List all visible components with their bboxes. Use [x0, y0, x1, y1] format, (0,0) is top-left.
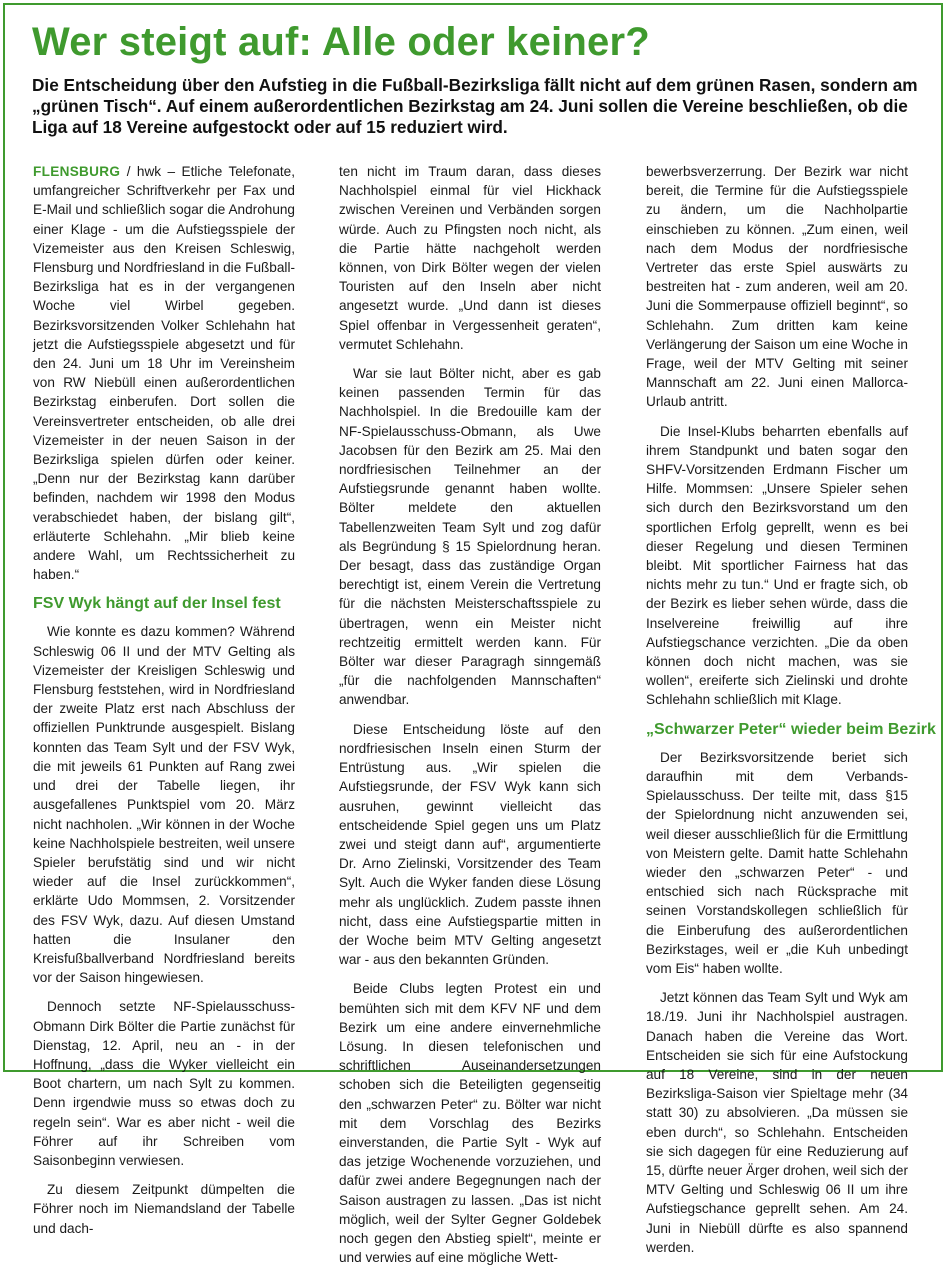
paragraph: Zu diesem Zeitpunkt dümpelten die Föhrer noch im Niemandsland der Tabelle und dach- — [33, 1182, 295, 1236]
dateline-author: / hwk – — [120, 164, 182, 179]
subheading: FSV Wyk hängt auf der Insel fest — [33, 595, 281, 613]
paragraph: Beide Clubs legten Protest ein und bemühten sich mit dem KFV NF und dem Bezirk um eine andere einvernehmliche Lösung. In diesen telefonischen und schriftlichen Auseinandersetzungen schoben sich die Beteiligten gegenseitig den „schwarzen Peter“ zu. Bölter war nicht mit dem Vorschlag des Bezirks einverstanden, die Partie Sylt - Wyk auf das jetzige Wochenende vorzuziehen, und dafür zwei andere Begegnungen nach der Saison austragen zu lassen. „Das ist nicht möglich, weil der Sylter Gegner Goldebek noch gegen den Abstieg spielt“, meinte er und verwies auf eine mögliche Wett- — [339, 981, 601, 1266]
article-column-2 — [339, 162, 601, 1277]
paragraph: Der Bezirksvorsitzende beriet sich daraufhin mit dem Verbands-Spielausschuss. Der teilte mit, dass §15 der Spielordnung nicht anzuwenden sei, weil dieser ausschließlich für die Ermittlung von Meistern gelte. Damit hatte Schlehahn wieder den „schwarzen Peter“ - und entschied sich nach Rücksprache mit seinen Vorstandskollegen schließlich für die Einberufung des außerordentlichen Bezirkstages, weil er „die Kuh unbedingt vom Eis“ haben wollte. — [646, 749, 908, 976]
article-column-3 — [646, 162, 936, 1267]
paragraph-text: Etliche Telefonate, umfangreicher Schriftverkehr per Fax und E-Mail und schließlich sogar die Androhung einer Klage - um die Aufstiegsspiele der Vizemeister aus den Kreisen Schleswig, Flensburg und Nordfriesland in die Fußball-Bezirksliga hat es in der vergangenen Woche viel Wirbel gegeben. Bezirksvorsitzenden Volker Schlehahn hat jetzt die Aufstiegsspiele abgesetzt und für den 24. Juni um 18 Uhr im Vereinsheim von RW Niebüll einen außerordentlichen Bezirkstag einberufen. Dort sollen die Vereinsvertreter entscheiden, ob alle drei Vizemeister in der neuen Saison in der Bezirksliga spielen dürfen oder keiner. „Denn nur der Bezirkstag kann darüber befinden, nachdem wir 1998 den Modus verabschiedet haben, der bislang gilt“, erläuterte Schlehahn. „Mir blieb keine andere Wahl, um Rechtssicherheit zu haben.“ — [33, 164, 296, 583]
article-lede: Die Entscheidung über den Aufstieg in die Fußball-Bezirksliga fällt nicht auf dem grünen Rasen, sondern am „grünen Tisch“. Auf einem außerordentlichen Bezirkstag am 24. Juni sollen die Vereine beschließen, ob die Liga auf 18 Vereine aufgestockt oder auf 15 reduziert wird. — [32, 75, 918, 137]
paragraph: Diese Entscheidung löste auf den nordfriesischen Inseln einen Sturm der Entrüstung aus. „Wir spielen die Aufstiegsrunde, der FSV Wyk kann sich ausruhen, gewinnt vielleicht das entscheidende Spiel gegen uns um Platz zwei und steigt dann auf“, argumentierte Dr. Arno Zielinski, Vorsitzender des Team Sylt. Auch die Wyker fanden diese Lösung mehr als unglücklich. Zudem passte ihnen nicht, dass eine Aufstiegspartie mitten in der Woche beim MTV Gelting angesetzt war - aus den bekannten Gründen. — [339, 721, 601, 968]
paragraph: Die Insel-Klubs beharrten ebenfalls auf ihrem Standpunkt und baten sogar den SHFV-Vorsitzenden Erdmann Fischer um Hilfe. Mommsen: „Unsere Spieler sehen sich durch den Bezirksvorstand um den sportlichen Erfolg geprellt, wenn es bei dieser Regelung und diesen Terminen bleibt. Mit sportlicher Fairness hat das nichts mehr zu tun.“ Und er fragte sich, ob der Bezirk es lieber sehen würde, dass die Inselvereine freiwillig auf ihre Aufstiegschance verzichten. „Die da oben können doch nicht machen, was sie wollen“, ereiferte sich Zielinski und drohte Schlehahn schließlich mit Klage. — [646, 423, 908, 708]
paragraph: ten nicht im Traum daran, dass dieses Nachholspiel einmal für viel Hickhack zwischen Vereinen und Verbänden sorgen würde. Auch zu Pfingsten noch nicht, als die Partie hätte nachgeholt werden können, von Dirk Bölter wegen der vielen Touristen auf den Inseln aber nicht angesetzt wurde. „Und dann ist dieses Spiel offenbar in Vergessenheit geraten“, vermutet Schlehahn. — [339, 164, 601, 352]
paragraph: Wie konnte es dazu kommen? Während Schleswig 06 II und der MTV Gelting als Vizemeister der Kreisligen Schleswig und Flensburg feststehen, wird in Nordfriesland der zweite Platz erst nach Abschluss der offiziellen Punktrunde ausgespielt. Bislang konnten das Team Sylt und der FSV Wyk, die mit jeweils 61 Punkten auf Rang zwei und drei der Tabelle liegen, ihr ausgefallenes Punktspiel vom 20. März nicht nachholen. „Wir können in der Woche keine Nachholspiele bestreiten, weil unsere Spieler berufstätig sind und wir nicht wieder auf die Insel zurückkommen“, erklärte Udo Mommsen, 2. Vorsitzender des FSV Wyk, dazu. Auf diesen Umstand hatten die Insulaner den Kreisfußballverband Nordfriesland bereits vor der Saison hingewiesen. — [33, 624, 295, 986]
paragraph — [33, 162, 295, 584]
article-headline: Wer steigt auf: Alle oder keiner? — [32, 20, 650, 64]
paragraph: War sie laut Bölter nicht, aber es gab keinen passenden Termin für das Nachholspiel. In die Bredouille kam der NF-Spielausschuss-Obmann, als Uwe Jacobsen für den Bezirk am 25. Mai den nordfriesischen Teilnehmer an der Aufstiegsrunde genannt haben wollte. Bölter meldete den aktuellen Tabellenzweiten Team Sylt und zog dafür als Begründung § 15 Spielordnung heran. Der besagt, dass das zuständige Organ berechtigt ist, einem Verein die Vertretung für die nächsten Meisterschaftsspiele zu übertragen, wenn ein Meister nicht rechtzeitig ermittelt werden kann. Für Bölter war dieser Paragragh sinngemäß „für die nachfolgenden Mannschaften“ anwendbar. — [339, 366, 601, 708]
subheading: „Schwarzer Peter“ wieder beim Bezirk — [646, 720, 936, 738]
paragraph: Jetzt können das Team Sylt und Wyk am 18./19. Juni ihr Nachholspiel austragen. Danach haben die Vereine das Wort. Entscheiden sie sich für eine Aufstockung auf 18 Vereine, sind in der neuen Bezirksliga-Saison vier Spieltage mehr (34 statt 30) zu absolvieren. „Da müssen sie eben durch“, so Schlehahn. Entscheiden sie sich dagegen für eine Reduzierung auf 15, dürfte neuer Ärger drohen, weil sich der MTV Gelting und Schleswig 06 II um ihre Aufstiegschance geprellt sehen. Am 24. Juni in Niebüll dürfte es also spannend werden. — [646, 990, 908, 1255]
dateline-city: FLENSBURG — [33, 164, 121, 179]
paragraph: bewerbsverzerrung. Der Bezirk war nicht bereit, die Termine für die Aufstiegsspiele zu ändern, um die Nachholpartie einschieben zu können. „Zum einen, weil nach dem Modus der nordfriesische Vertreter das erste Spiel auswärts zu bestreiten hat - zum anderen, weil am 20. Juni die Sommerpause offiziell beginnt“, so Schlehahn. Zum dritten kam keine Verlängerung der Saison um eine Woche in Frage, weil der MTV Gelting mit seiner Mannschaft am 22. Juni einen Mallorca-Urlaub antritt. — [646, 164, 908, 410]
paragraph: Dennoch setzte NF-Spielausschuss-Obmann Dirk Bölter die Partie zunächst für Dienstag, 12. April, neu an - in der Hoffnung, „dass die Wyker vielleicht ein Boot chartern, um nach Sylt zu kommen. Denn irgendwie muss so etwas doch zu regeln sein“. War es aber nicht - weil die Föhrer auf ihr Schreiben vom Saisonbeginn verwiesen. — [33, 999, 295, 1168]
article-column-1 — [33, 162, 295, 1248]
